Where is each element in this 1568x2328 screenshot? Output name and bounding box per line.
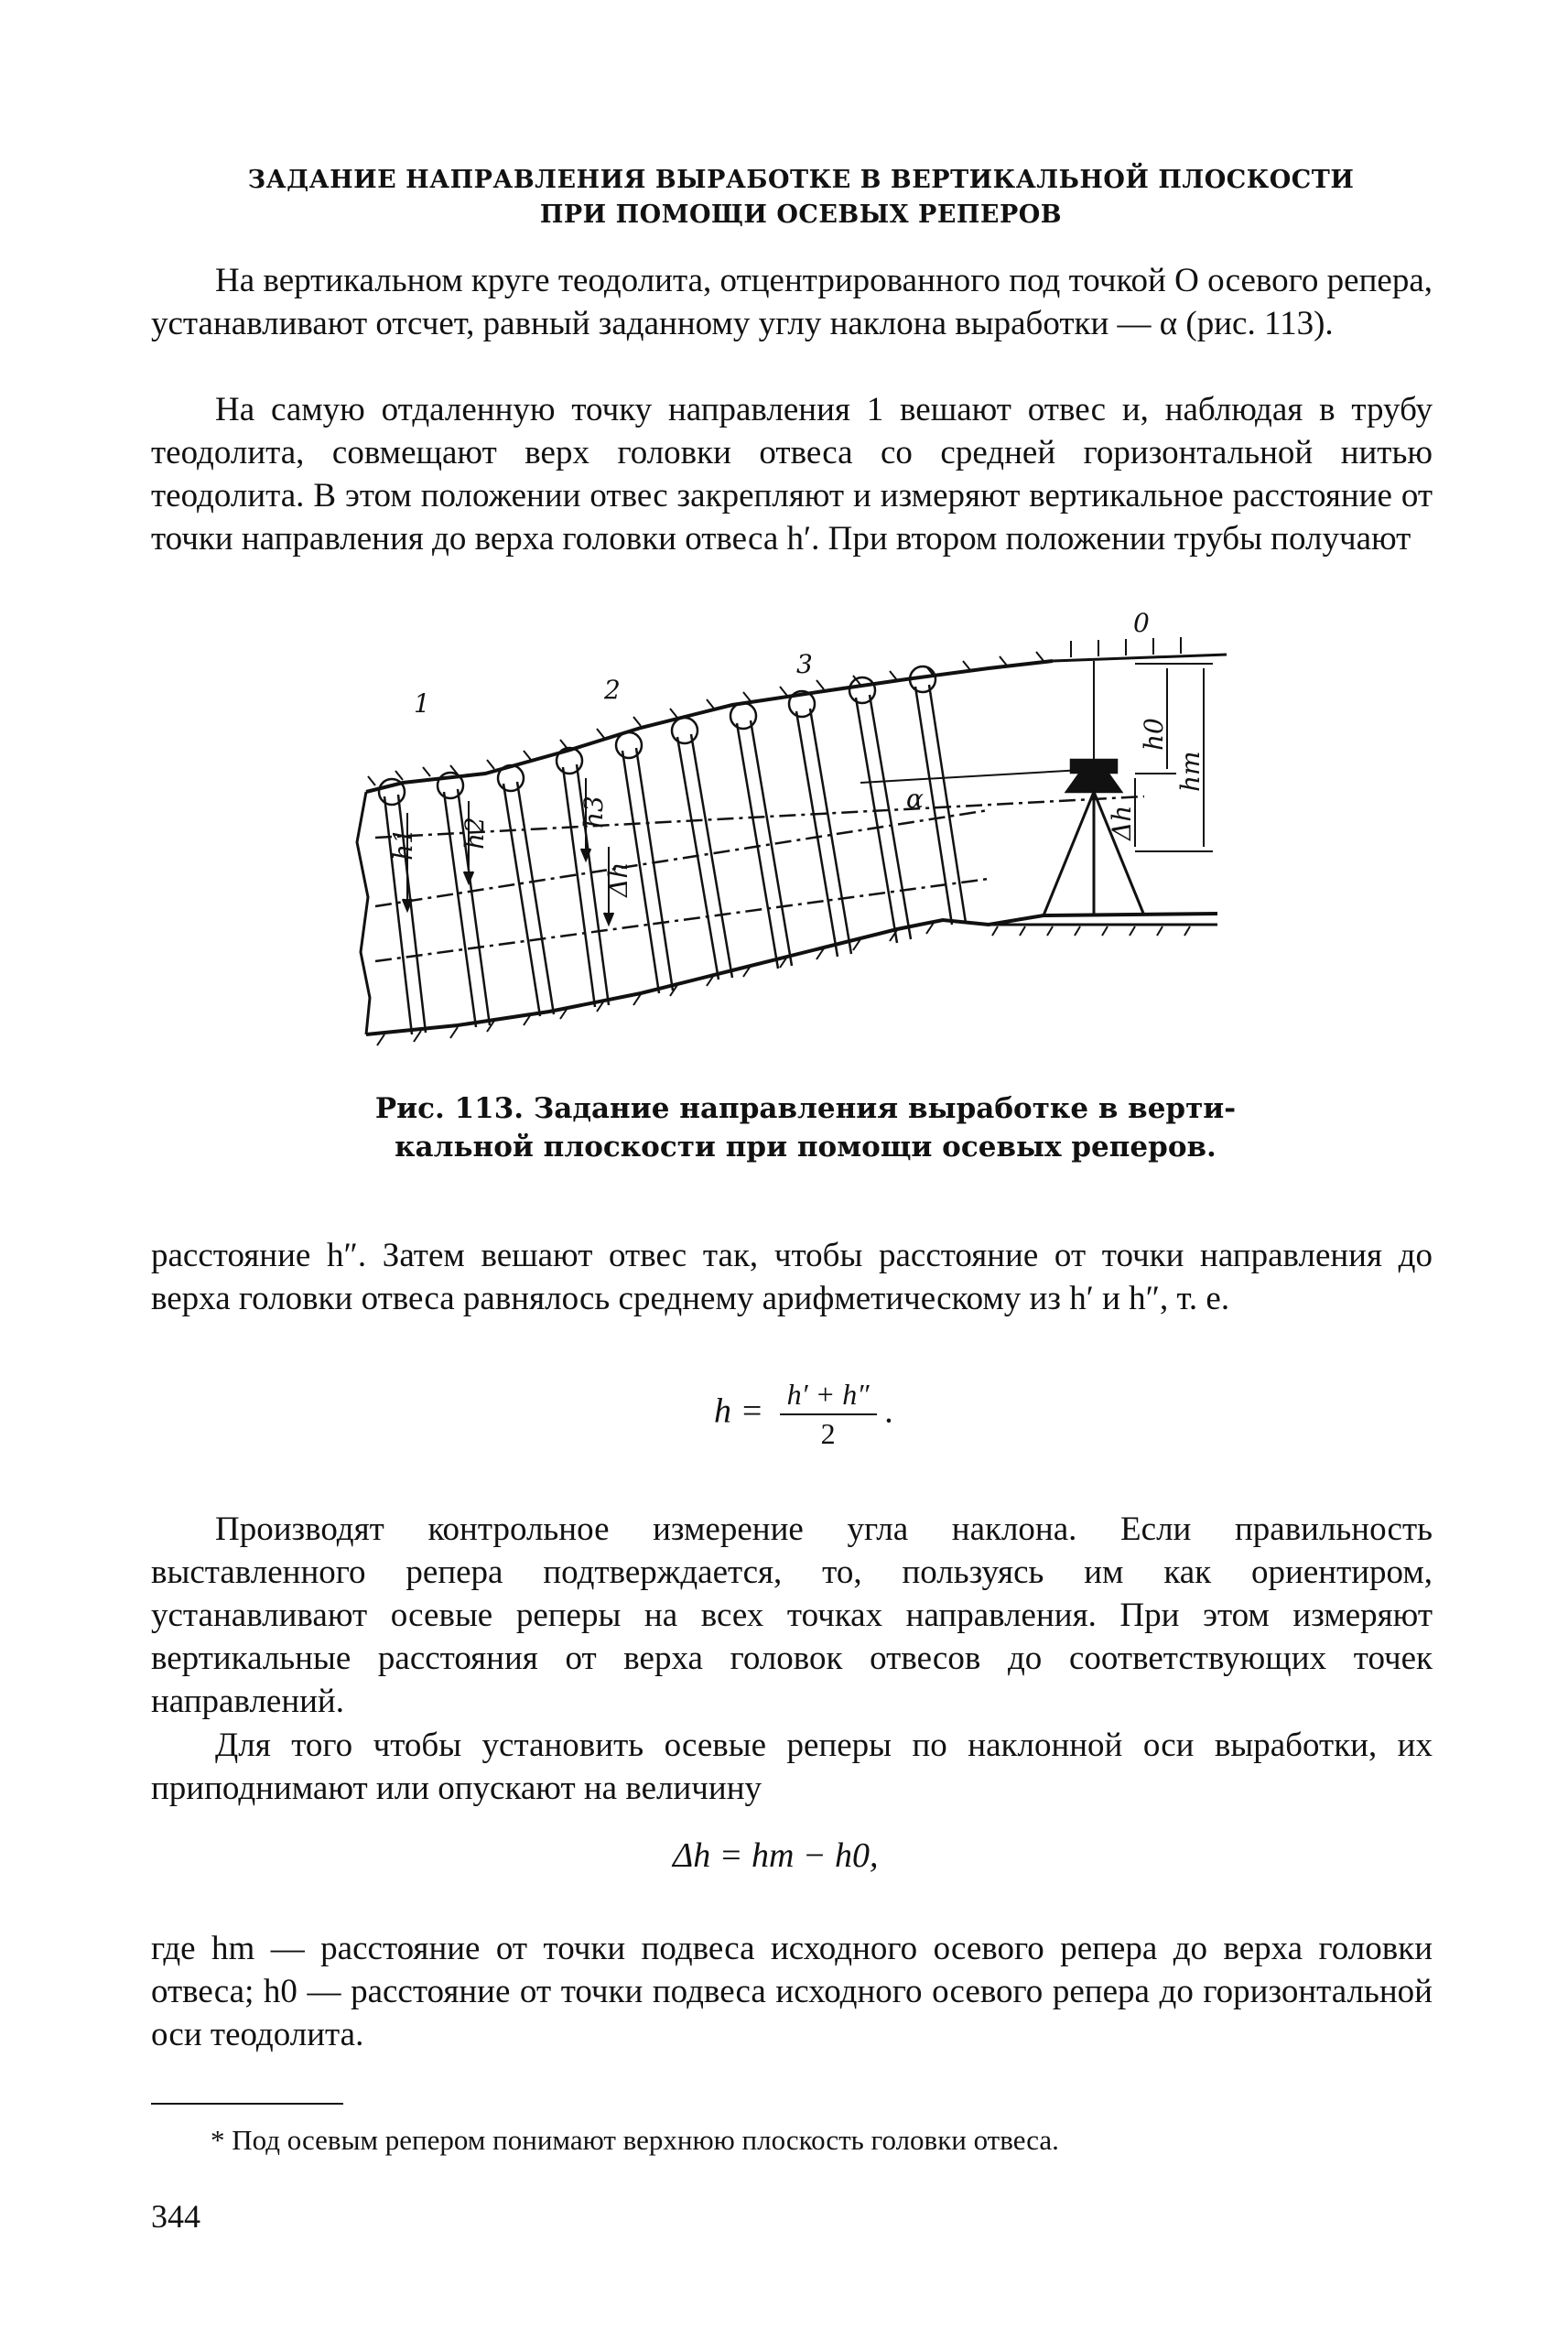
figure-label-alpha: α: [906, 784, 924, 814]
footnote-rule: [151, 2103, 343, 2105]
heading-line-2: ПРИ ПОМОЩИ ОСЕВЫХ РЕПЕРОВ: [539, 200, 1063, 229]
heading-line-1: ЗАДАНИЕ НАПРАВЛЕНИЯ ВЫРАБОТКЕ В ВЕРТИКАЛЬНОЙ ПЛОСКОСТИ: [247, 166, 1355, 194]
axis-line-lower: [375, 879, 989, 961]
horizontal-line: [375, 796, 1144, 838]
formula-numerator: h′ + h″: [780, 1378, 877, 1415]
paragraph-6: где hm — расстояние от точки подвеса исходного осевого репера до верха головки отвеса; h0 — расстояние от точки подвеса исходного осевого репера до горизонтальной оси теодолита.: [151, 1930, 1433, 2053]
figure-label-0: 0: [1133, 608, 1150, 638]
paragraph-3: расстояние h″. Затем вешают отвес так, чтобы расстояние от точки направления до верха головки отвеса равнялось среднему арифметическому из h′ и h″, т. е.: [151, 1237, 1433, 1317]
figure-label-h0: h0: [1139, 718, 1169, 751]
formula-delta-h: Δh = hm − h0,: [673, 1836, 879, 1875]
footnote: * Под осевым репером понимают верхнюю плоскость головки отвеса.: [211, 2124, 1059, 2156]
paragraph-1: На вертикальном круге теодолита, отцентрированного под точкой О осевого репера, устанавливают отсчет, равный заданному углу наклона выработки — α (рис. 113).: [151, 262, 1433, 342]
formula-mean-h: [714, 1378, 894, 1451]
paragraph-4: Производят контрольное измерение угла наклона. Если правильность выставленного репера подтверждается, то, пользуясь им как ориентиром, устанавливают осевые реперы на всех точках направления. При этом измеряют вертикальные расстояния от верха головок отвесов до соответствующих точек направлений.: [151, 1510, 1433, 1720]
figure-label-h2: h2: [460, 817, 490, 850]
formula-denominator: 2: [820, 1417, 836, 1450]
section-heading: [146, 163, 1455, 233]
figure-label-1: 1: [414, 688, 430, 719]
figure-113-diagram: [348, 604, 1245, 1071]
formula-fraction: [780, 1378, 877, 1451]
floor-line: [366, 914, 1217, 1034]
figure-label-dh-right: Δh: [1107, 805, 1137, 840]
figure-label-2: 2: [604, 675, 621, 705]
figure-label-hm: hm: [1175, 751, 1206, 792]
left-wall: [357, 792, 370, 1034]
roof-line: [366, 661, 1053, 792]
formula-end: .: [885, 1391, 894, 1431]
formula-lhs: h =: [714, 1391, 764, 1431]
figure-caption: [330, 1089, 1281, 1166]
figure-label-dh-left: Δh: [603, 861, 633, 897]
figure-label-3: 3: [796, 649, 813, 679]
figure-label-h1: h1: [388, 828, 418, 861]
figure-label-h3: h3: [579, 796, 609, 828]
caption-line-1: Рис. 113. Задание направления выработке в верти-: [374, 1092, 1237, 1125]
page-number: 344: [151, 2198, 200, 2235]
paragraph-2: На самую отдаленную точку направления 1 вешают отвес и, наблюдая в трубу теодолита, совмещают верх головки отвеса со средней горизонтальной нитью теодолита. В этом положении отвес закрепляют и измеряют вертикальное расстояние от точки направления до верха головки отвеса h′. При втором положении трубы получают: [151, 391, 1433, 558]
paragraph-5: Для того чтобы установить осевые реперы по наклонной оси выработки, их приподнимают или опускают на величину: [151, 1727, 1433, 1807]
caption-line-2: кальной плоскости при помощи осевых реперов.: [395, 1131, 1217, 1164]
